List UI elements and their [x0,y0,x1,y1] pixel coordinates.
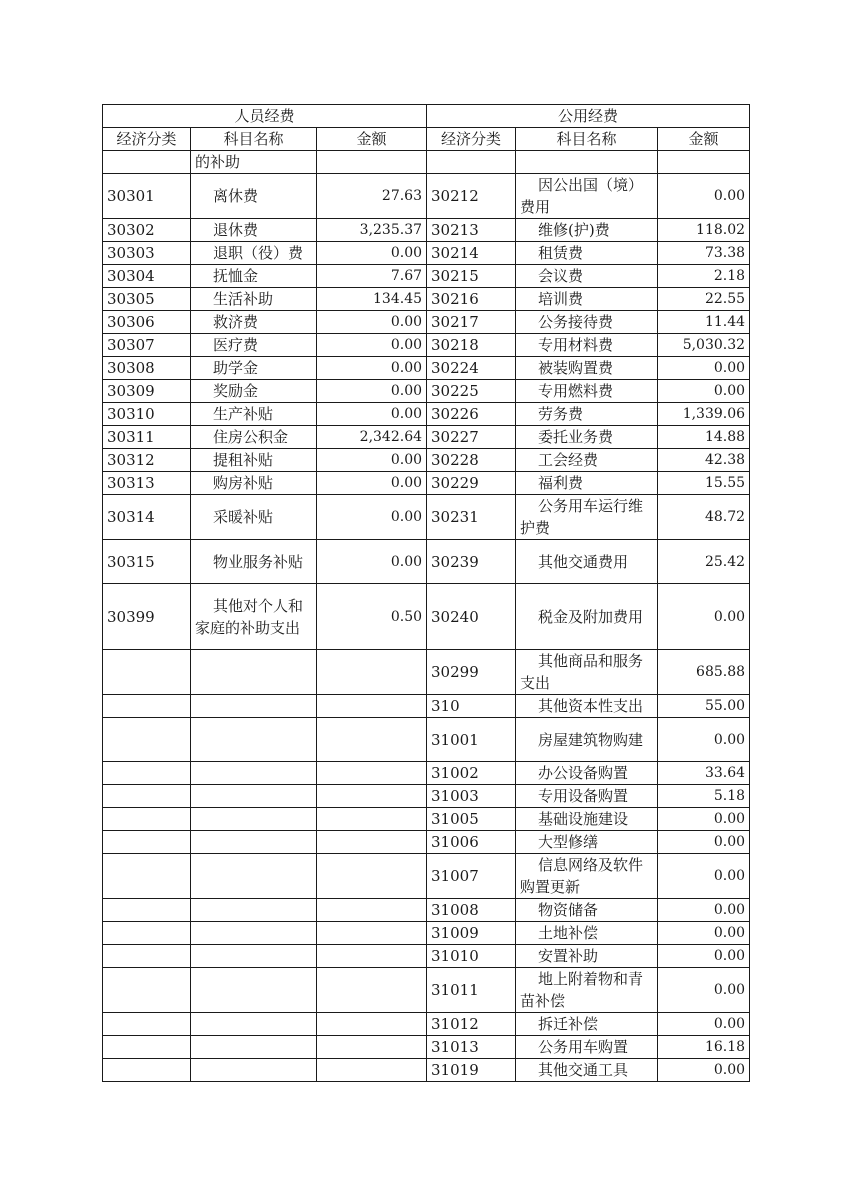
left-amount-cell [317,151,427,174]
left-code-cell: 30309 [103,380,191,403]
right-amount-cell: 22.55 [658,288,750,311]
right-amount-cell: 118.02 [658,219,750,242]
right-name-cell: 基础设施建设 [516,808,658,831]
right-code-cell: 31001 [427,718,516,762]
table-row [103,854,750,899]
right-amount-cell: 73.38 [658,242,750,265]
table-row [103,426,750,449]
left-amount-cell [317,945,427,968]
left-name-cell: 的补助 [191,151,317,174]
right-name-cell: 公务用车购置 [516,1036,658,1059]
left-amount-cell [317,922,427,945]
right-amount-cell: 1,339.06 [658,403,750,426]
left-name-cell: 奖励金 [191,380,317,403]
left-code-cell: 30305 [103,288,191,311]
right-name-cell: 房屋建筑物购建 [516,718,658,762]
table-row [103,785,750,808]
col-header-right-amount: 金额 [658,128,750,151]
left-name-cell: 生产补贴 [191,403,317,426]
right-name-cell: 物资储备 [516,899,658,922]
right-code-cell: 31013 [427,1036,516,1059]
right-name-cell: 租赁费 [516,242,658,265]
left-code-cell: 30302 [103,219,191,242]
left-name-cell: 物业服务补贴 [191,540,317,584]
right-name-cell: 地上附着物和青苗补偿 [516,968,658,1013]
right-name-cell: 公务用车运行维护费 [516,495,658,540]
table-row [103,174,750,219]
table-row [103,334,750,357]
left-code-cell: 30399 [103,584,191,650]
right-code-cell: 31012 [427,1013,516,1036]
right-amount-cell: 16.18 [658,1036,750,1059]
right-code-cell: 30227 [427,426,516,449]
table-row [103,1059,750,1082]
right-name-cell: 培训费 [516,288,658,311]
table-row [103,540,750,584]
left-code-cell [103,945,191,968]
left-name-cell: 退休费 [191,219,317,242]
left-code-cell [103,695,191,718]
table-row [103,1013,750,1036]
right-code-cell: 30212 [427,174,516,219]
right-name-cell: 劳务费 [516,403,658,426]
table-row [103,584,750,650]
left-name-cell: 抚恤金 [191,265,317,288]
right-amount-cell: 0.00 [658,899,750,922]
left-code-cell: 30314 [103,495,191,540]
left-name-cell: 采暖补贴 [191,495,317,540]
right-code-cell: 30218 [427,334,516,357]
left-amount-cell [317,831,427,854]
right-code-cell: 31003 [427,785,516,808]
right-name-cell: 其他商品和服务支出 [516,650,658,695]
left-name-cell: 退职（役）费 [191,242,317,265]
right-amount-cell: 55.00 [658,695,750,718]
right-name-cell: 维修(护)费 [516,219,658,242]
left-amount-cell [317,1036,427,1059]
left-code-cell [103,899,191,922]
left-amount-cell [317,650,427,695]
left-amount-cell [317,762,427,785]
left-name-cell [191,945,317,968]
table-row [103,808,750,831]
left-code-cell: 30306 [103,311,191,334]
left-name-cell: 提租补贴 [191,449,317,472]
right-amount-cell: 15.55 [658,472,750,495]
right-name-cell: 委托业务费 [516,426,658,449]
left-amount-cell [317,695,427,718]
left-name-cell [191,785,317,808]
left-code-cell [103,968,191,1013]
left-code-cell [103,922,191,945]
right-amount-cell: 0.00 [658,922,750,945]
left-amount-cell: 0.00 [317,242,427,265]
table-row [103,357,750,380]
right-code-cell: 30299 [427,650,516,695]
left-amount-cell: 0.50 [317,584,427,650]
table-row [103,472,750,495]
right-name-cell: 安置补助 [516,945,658,968]
left-code-cell: 30301 [103,174,191,219]
left-name-cell: 救济费 [191,311,317,334]
right-name-cell: 公务接待费 [516,311,658,334]
table-row [103,380,750,403]
col-header-left-code: 经济分类 [103,128,191,151]
table-row [103,288,750,311]
right-amount-cell: 0.00 [658,357,750,380]
public-group-header: 公用经费 [427,105,750,128]
right-amount-cell: 0.00 [658,1059,750,1082]
left-name-cell: 医疗费 [191,334,317,357]
left-code-cell [103,1036,191,1059]
left-name-cell [191,831,317,854]
right-name-cell: 拆迁补偿 [516,1013,658,1036]
table-row [103,151,750,174]
right-code-cell: 30225 [427,380,516,403]
right-code-cell: 31005 [427,808,516,831]
left-name-cell [191,695,317,718]
right-code-cell: 30216 [427,288,516,311]
left-amount-cell [317,808,427,831]
right-code-cell: 30229 [427,472,516,495]
right-amount-cell: 0.00 [658,380,750,403]
left-code-cell [103,151,191,174]
right-amount-cell: 0.00 [658,968,750,1013]
table-row [103,449,750,472]
right-code-cell: 30217 [427,311,516,334]
personnel-group-header: 人员经费 [103,105,427,128]
right-name-cell: 其他资本性支出 [516,695,658,718]
right-code-cell [427,151,516,174]
left-amount-cell: 2,342.64 [317,426,427,449]
right-amount-cell: 5,030.32 [658,334,750,357]
right-name-cell: 专用设备购置 [516,785,658,808]
right-amount-cell [658,151,750,174]
right-code-cell: 30215 [427,265,516,288]
left-name-cell [191,899,317,922]
table-row [103,242,750,265]
right-code-cell: 31019 [427,1059,516,1082]
left-name-cell [191,1036,317,1059]
right-name-cell: 办公设备购置 [516,762,658,785]
right-amount-cell: 0.00 [658,808,750,831]
left-name-cell [191,1013,317,1036]
left-amount-cell: 3,235.37 [317,219,427,242]
right-name-cell: 工会经费 [516,449,658,472]
right-name-cell: 信息网络及软件购置更新 [516,854,658,899]
left-name-cell [191,1059,317,1082]
right-code-cell: 310 [427,695,516,718]
left-name-cell [191,650,317,695]
left-code-cell: 30313 [103,472,191,495]
left-amount-cell [317,968,427,1013]
right-name-cell: 专用材料费 [516,334,658,357]
left-name-cell [191,718,317,762]
right-code-cell: 30228 [427,449,516,472]
left-amount-cell: 0.00 [317,472,427,495]
right-name-cell: 其他交通工具 [516,1059,658,1082]
right-name-cell: 被装购置费 [516,357,658,380]
left-amount-cell: 0.00 [317,449,427,472]
table-row [103,922,750,945]
expense-table-body [103,105,750,1082]
right-code-cell: 31006 [427,831,516,854]
left-amount-cell: 0.00 [317,357,427,380]
right-amount-cell: 48.72 [658,495,750,540]
table-row [103,945,750,968]
right-amount-cell: 14.88 [658,426,750,449]
right-code-cell: 31010 [427,945,516,968]
left-name-cell: 住房公积金 [191,426,317,449]
right-amount-cell: 25.42 [658,540,750,584]
right-amount-cell: 0.00 [658,854,750,899]
right-amount-cell: 0.00 [658,584,750,650]
col-header-left-name: 科目名称 [191,128,317,151]
left-name-cell: 助学金 [191,357,317,380]
left-amount-cell: 0.00 [317,403,427,426]
left-amount-cell: 0.00 [317,495,427,540]
left-amount-cell: 134.45 [317,288,427,311]
left-code-cell [103,650,191,695]
right-amount-cell: 0.00 [658,174,750,219]
right-amount-cell: 5.18 [658,785,750,808]
right-name-cell: 专用燃料费 [516,380,658,403]
table-row [103,403,750,426]
right-code-cell: 31008 [427,899,516,922]
table-row [103,831,750,854]
left-amount-cell: 0.00 [317,380,427,403]
table-row [103,899,750,922]
right-code-cell: 30214 [427,242,516,265]
right-amount-cell: 0.00 [658,718,750,762]
left-code-cell: 30310 [103,403,191,426]
table-row [103,219,750,242]
expense-table [102,104,750,1082]
left-code-cell: 30312 [103,449,191,472]
right-code-cell: 30226 [427,403,516,426]
right-amount-cell: 0.00 [658,831,750,854]
right-name-cell: 税金及附加费用 [516,584,658,650]
left-amount-cell [317,1059,427,1082]
col-header-right-code: 经济分类 [427,128,516,151]
table-row [103,495,750,540]
table-row [103,650,750,695]
right-code-cell: 31011 [427,968,516,1013]
left-code-cell: 30311 [103,426,191,449]
right-code-cell: 30213 [427,219,516,242]
right-name-cell: 其他交通费用 [516,540,658,584]
left-amount-cell: 7.67 [317,265,427,288]
table-row [103,762,750,785]
col-header-left-amount: 金额 [317,128,427,151]
right-name-cell [516,151,658,174]
left-code-cell: 30307 [103,334,191,357]
left-name-cell [191,922,317,945]
right-code-cell: 30240 [427,584,516,650]
right-code-cell: 31009 [427,922,516,945]
right-amount-cell: 0.00 [658,945,750,968]
column-header-row [103,128,750,151]
right-name-cell: 福利费 [516,472,658,495]
left-name-cell [191,762,317,785]
right-amount-cell: 685.88 [658,650,750,695]
left-code-cell: 30308 [103,357,191,380]
left-code-cell [103,718,191,762]
col-header-right-name: 科目名称 [516,128,658,151]
left-name-cell: 生活补助 [191,288,317,311]
right-code-cell: 31002 [427,762,516,785]
left-code-cell [103,1059,191,1082]
left-name-cell [191,968,317,1013]
left-name-cell [191,808,317,831]
left-name-cell: 离休费 [191,174,317,219]
left-amount-cell [317,785,427,808]
left-code-cell: 30303 [103,242,191,265]
right-code-cell: 30239 [427,540,516,584]
left-name-cell: 购房补贴 [191,472,317,495]
left-code-cell [103,762,191,785]
right-code-cell: 30231 [427,495,516,540]
left-amount-cell [317,718,427,762]
table-row [103,265,750,288]
left-amount-cell [317,854,427,899]
left-code-cell: 30304 [103,265,191,288]
left-code-cell [103,785,191,808]
left-code-cell: 30315 [103,540,191,584]
left-code-cell [103,808,191,831]
left-code-cell [103,854,191,899]
right-code-cell: 30224 [427,357,516,380]
right-name-cell: 土地补偿 [516,922,658,945]
right-amount-cell: 2.18 [658,265,750,288]
left-amount-cell: 27.63 [317,174,427,219]
table-row [103,695,750,718]
group-header-row [103,105,750,128]
left-name-cell: 其他对个人和家庭的补助支出 [191,584,317,650]
table-row [103,311,750,334]
right-amount-cell: 0.00 [658,1013,750,1036]
right-name-cell: 大型修缮 [516,831,658,854]
left-name-cell [191,854,317,899]
left-code-cell [103,1013,191,1036]
right-name-cell: 会议费 [516,265,658,288]
right-name-cell: 因公出国（境）费用 [516,174,658,219]
table-row [103,1036,750,1059]
right-amount-cell: 11.44 [658,311,750,334]
right-amount-cell: 33.64 [658,762,750,785]
table-row [103,968,750,1013]
right-code-cell: 31007 [427,854,516,899]
table-row [103,718,750,762]
left-amount-cell: 0.00 [317,334,427,357]
left-code-cell [103,831,191,854]
right-amount-cell: 42.38 [658,449,750,472]
left-amount-cell [317,1013,427,1036]
left-amount-cell: 0.00 [317,540,427,584]
left-amount-cell: 0.00 [317,311,427,334]
left-amount-cell [317,899,427,922]
